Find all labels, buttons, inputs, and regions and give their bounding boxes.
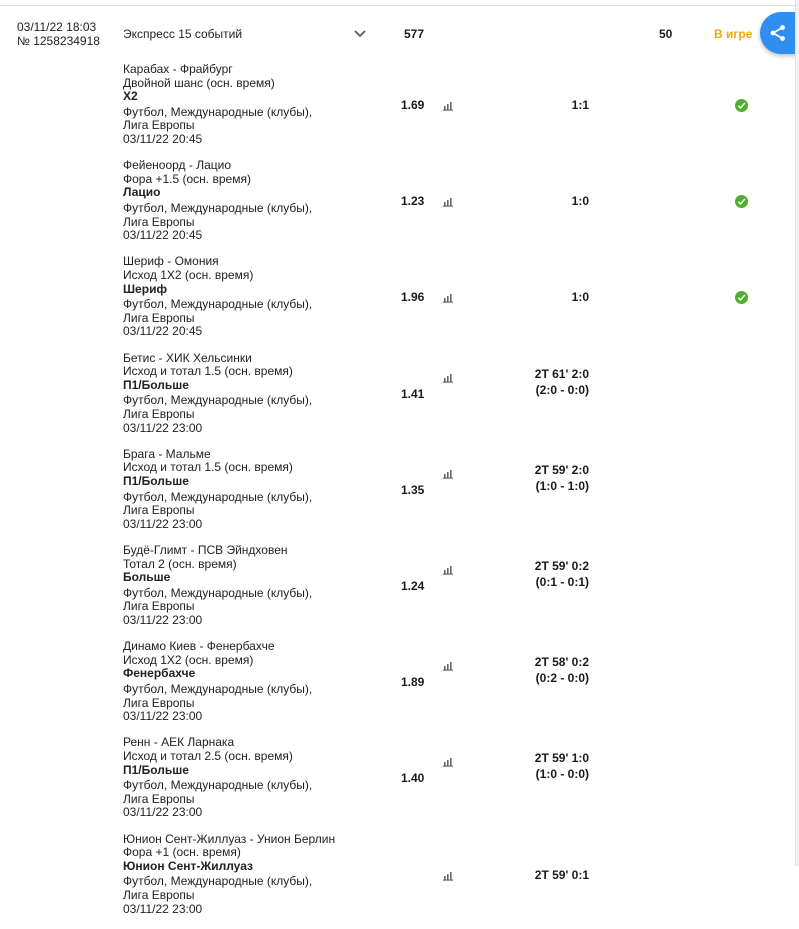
event-sport: Футбол, Международные (клубы), (123, 104, 313, 119)
event-match: Динамо Киев - Фенербахче (123, 639, 275, 654)
check-icon (735, 99, 748, 112)
event-time: 03/11/22 23:00 (123, 901, 203, 916)
event-pick: Лацио (123, 185, 161, 200)
event-match: Бетис - ХИК Хельсинки (123, 350, 252, 365)
event-coef: 1.24 (401, 579, 425, 593)
event-row (0, 159, 795, 255)
event-market: Исход 1X2 (осн. время) (123, 267, 254, 282)
event-score (572, 97, 589, 113)
event-row (0, 352, 795, 448)
event-score (572, 289, 589, 305)
event-score-main: 2Т 61' 2:0 (534, 366, 589, 381)
event-market: Исход и тотал 1.5 (осн. время) (123, 364, 293, 379)
event-score-halves: (2:0 - 0:0) (535, 382, 589, 397)
event-row (0, 63, 795, 159)
chevron-down-icon[interactable] (353, 29, 367, 39)
event-details (123, 63, 312, 147)
event-match: Ренн - АЕК Ларнака (123, 735, 235, 750)
event-market: Тотал 2 (осн. время) (123, 556, 237, 571)
event-pick: Шериф (123, 281, 167, 296)
event-details (123, 640, 312, 724)
event-sport: Футбол, Международные (клубы), (123, 200, 313, 215)
event-score (535, 867, 589, 883)
event-sport: Футбол, Международные (клубы), (123, 393, 313, 408)
event-pick: Больше (123, 570, 171, 585)
event-league: Лига Европы (123, 887, 195, 902)
event-details (123, 544, 312, 628)
event-details (123, 255, 312, 339)
event-pick: Фенербахче (123, 666, 196, 681)
event-match: Юнион Сент-Жиллуаз - Унион Берлин (123, 831, 336, 846)
event-match: Шериф - Омония (123, 254, 219, 269)
stats-icon[interactable] (443, 661, 453, 671)
stats-icon[interactable] (443, 101, 453, 111)
event-coef: 1.23 (401, 194, 425, 209)
event-match: Будё-Глимт - ПСВ Эйндховен (123, 543, 288, 557)
event-league: Лига Европы (123, 310, 195, 325)
event-score-main: 2Т 59' 0:2 (534, 559, 589, 573)
bet-total-coef: 577 (404, 27, 425, 41)
event-row (0, 255, 795, 351)
event-pick: Юнион Сент-Жиллуаз (123, 858, 253, 873)
event-league: Лига Европы (123, 791, 195, 806)
event-row (0, 448, 795, 544)
event-score (535, 654, 589, 686)
event-market: Фора +1 (осн. время) (123, 845, 241, 860)
event-coef: 1.96 (401, 290, 425, 305)
event-score (572, 193, 589, 209)
event-sport: Футбол, Международные (клубы), (123, 681, 313, 696)
event-time: 03/11/22 20:45 (123, 131, 203, 146)
event-score-main: 2Т 59' 2:0 (534, 462, 589, 477)
event-market: Двойной шанс (осн. время) (123, 75, 275, 90)
event-league: Лига Европы (123, 118, 195, 133)
event-sport: Футбол, Международные (клубы), (123, 874, 313, 889)
event-time: 03/11/22 20:45 (123, 324, 203, 339)
stats-icon[interactable] (443, 293, 453, 303)
event-score-halves: (0:1 - 0:1) (535, 575, 589, 589)
event-coef: 1.41 (401, 386, 425, 401)
event-market: Исход и тотал 1.5 (осн. время) (123, 460, 293, 475)
event-match: Карабах - Фрайбург (123, 62, 233, 76)
event-details (123, 448, 312, 532)
event-coef: 1.89 (401, 675, 425, 690)
event-time: 03/11/22 23:00 (123, 805, 203, 820)
event-pick: П1/Больше (123, 377, 189, 392)
event-time: 03/11/22 23:00 (123, 709, 203, 724)
event-score (535, 558, 589, 590)
event-match: Брага - Мальме (123, 446, 211, 461)
event-score-main: 2Т 59' 0:1 (534, 867, 589, 882)
scrollbar[interactable] (795, 0, 799, 866)
event-score-halves: (1:0 - 1:0) (535, 478, 589, 493)
event-league: Лига Европы (123, 695, 195, 710)
stats-icon[interactable] (443, 469, 453, 479)
event-time: 03/11/22 23:00 (123, 420, 203, 435)
event-row (0, 736, 795, 832)
event-details (123, 352, 312, 436)
event-sport: Футбол, Международные (клубы), (123, 585, 313, 600)
check-icon (735, 291, 748, 304)
event-score-main: 1:0 (571, 194, 589, 209)
event-sport: Футбол, Международные (клубы), (123, 778, 313, 793)
check-icon (735, 195, 748, 208)
stats-icon[interactable] (443, 373, 453, 383)
bet-date: 03/11/22 18:03 (17, 20, 97, 34)
share-button[interactable] (760, 12, 799, 54)
event-time: 03/11/22 23:00 (123, 612, 203, 627)
bet-status: В игре (714, 27, 753, 41)
stats-icon[interactable] (443, 197, 453, 207)
event-pick: П1/Больше (123, 762, 189, 777)
event-score (535, 750, 589, 782)
stats-icon[interactable] (443, 757, 453, 767)
bet-number: № 1258234918 (17, 34, 100, 48)
event-score-main: 1:0 (571, 290, 589, 305)
event-time: 03/11/22 23:00 (123, 516, 203, 531)
stats-icon[interactable] (443, 871, 453, 881)
event-score (535, 462, 589, 494)
event-market: Исход 1X2 (осн. время) (123, 652, 254, 667)
bet-title: Экспресс 15 событий (123, 27, 243, 41)
event-score-halves: (1:0 - 0:0) (535, 767, 589, 782)
event-pick: Х2 (123, 89, 138, 104)
event-league: Лига Европы (123, 406, 195, 421)
event-coef: 1.35 (401, 482, 425, 497)
bet-stake: 50 (659, 27, 673, 41)
event-score (535, 366, 589, 398)
event-row (0, 544, 795, 640)
event-league: Лига Европы (123, 214, 195, 229)
event-pick: П1/Больше (123, 473, 189, 488)
event-market: Исход и тотал 2.5 (осн. время) (123, 748, 293, 763)
event-details (123, 736, 312, 820)
event-row (0, 833, 795, 929)
event-market: Фора +1.5 (осн. время) (123, 171, 251, 186)
event-match: Фейеноорд - Лацио (123, 158, 232, 173)
event-score-main: 2Т 59' 1:0 (534, 751, 589, 766)
event-coef: 1.69 (401, 98, 425, 112)
event-score-main: 1:1 (571, 98, 589, 112)
event-league: Лига Европы (123, 599, 195, 614)
share-icon (769, 24, 787, 42)
event-time: 03/11/22 20:45 (123, 228, 203, 243)
event-league: Лига Европы (123, 503, 195, 518)
event-row (0, 640, 795, 736)
event-coef: 1.40 (401, 771, 425, 786)
event-score-main: 2Т 58' 0:2 (534, 655, 589, 670)
event-sport: Футбол, Международные (клубы), (123, 489, 313, 504)
stats-icon[interactable] (443, 565, 453, 575)
event-score-halves: (0:2 - 0:0) (535, 671, 589, 686)
event-sport: Футбол, Международные (клубы), (123, 297, 313, 312)
top-divider (0, 5, 795, 6)
event-details (123, 833, 335, 917)
event-details (123, 159, 312, 243)
